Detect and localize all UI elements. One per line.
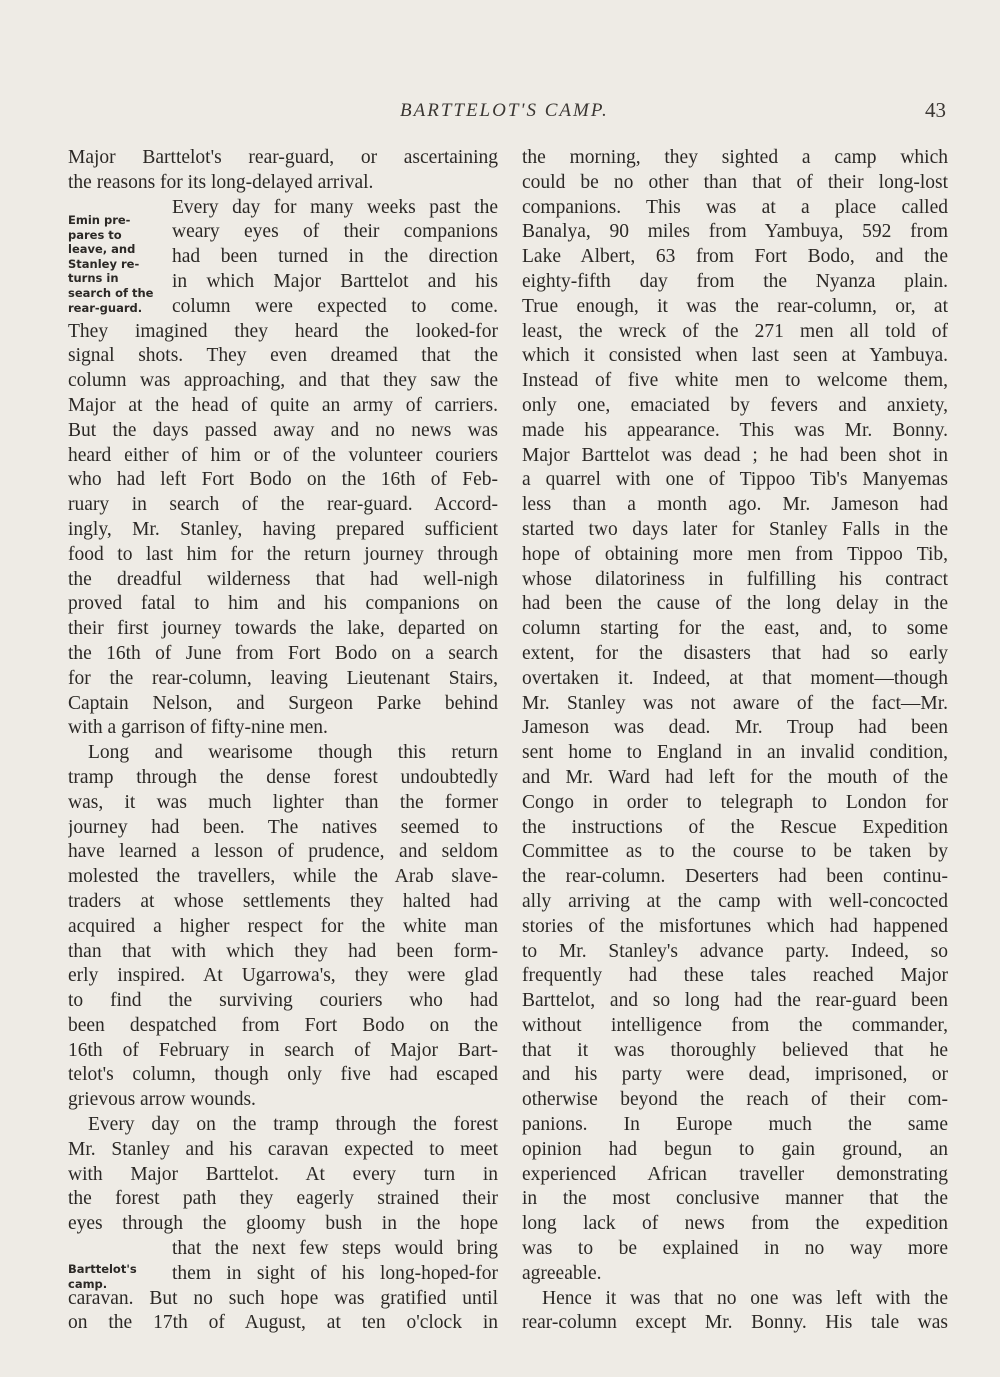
text-line: the instructions of the Rescue Expedition	[522, 816, 948, 838]
text-line: ally arriving at the camp with well-concocted	[522, 890, 948, 912]
text-line: than that with which they had been form-	[68, 940, 498, 962]
text-line: molested the travellers, while the Arab slave-	[68, 866, 498, 888]
text-line: 16th of February in search of Major Bart-	[68, 1039, 498, 1061]
text-line: Lake Albert, 63 from Fort Bodo, and the	[522, 246, 948, 268]
text-line: heard either of him or of the volunteer couriers	[68, 444, 498, 466]
text-line: had been turned in the direction	[172, 246, 498, 268]
text-line: without intelligence from the commander,	[522, 1014, 948, 1036]
text-line: them in sight of his long-hoped-for	[172, 1262, 498, 1284]
text-line: overtaken it. Indeed, at that moment—though	[522, 667, 948, 689]
text-line: food to last him for the return journey through	[68, 543, 498, 565]
text-line: was to be explained in no way more	[522, 1238, 948, 1260]
text-line: True enough, it was the rear-column, or, at	[522, 295, 948, 317]
text-line: signal shots. They even dreamed that the	[68, 345, 498, 367]
text-line: opinion had begun to gain ground, an	[522, 1138, 948, 1160]
text-line: Every day on the tramp through the forest	[88, 1114, 498, 1136]
text-line: telot's column, though only five had escaped	[68, 1064, 498, 1086]
text-line: that it was thoroughly believed that he	[522, 1039, 948, 1061]
text-line: that the next few steps would bring	[172, 1238, 498, 1260]
text-line: ruary in search of the rear-guard. Accord-	[68, 494, 498, 516]
text-line: for the rear-column, leaving Lieutenant Stairs,	[68, 667, 498, 689]
text-line: eighty-fifth day from the Nyanza plain.	[522, 270, 948, 292]
text-line: eyes through the gloomy bush in the hope	[68, 1213, 498, 1235]
text-line: a quarrel with one of Tippoo Tib's Manyemas	[522, 469, 948, 491]
text-line: Barttelot, and so long had the rear-guard been	[522, 990, 948, 1012]
text-line: Jameson was dead. Mr. Troup had been	[522, 717, 948, 739]
text-line: otherwise beyond the reach of their com-	[522, 1089, 948, 1111]
text-line: made his appearance. This was Mr. Bonny.	[522, 419, 948, 441]
text-line: rear-column except Mr. Bonny. His tale was	[522, 1312, 948, 1334]
text-line: could be no other than that of their long-lost	[522, 171, 948, 193]
text-line: to Mr. Stanley's advance party. Indeed, so	[522, 940, 948, 962]
text-line: their first journey towards the lake, departed on	[68, 618, 498, 640]
sidenote-line: Stanley re-	[68, 256, 140, 271]
running-title: BARTTELOT'S CAMP.	[400, 100, 609, 121]
text-line: had been the cause of the long delay in the	[522, 593, 948, 615]
sidenote-line: camp.	[68, 1276, 108, 1291]
text-line: who had left Fort Bodo on the 16th of Feb-	[68, 469, 498, 491]
text-line: less than a month ago. Mr. Jameson had	[522, 494, 948, 516]
text-line: started two days later for Stanley Falls in the	[522, 518, 948, 540]
text-line: weary eyes of their companions	[172, 221, 498, 243]
text-line: which it consisted when last seen at Yambuya.	[522, 345, 948, 367]
text-line: long lack of news from the expedition	[522, 1213, 948, 1235]
text-line: Captain Nelson, and Surgeon Parke behind	[68, 692, 498, 714]
text-line: Hence it was that no one was left with the	[542, 1287, 948, 1309]
text-line: panions. In Europe much the same	[522, 1114, 948, 1136]
text-line: caravan. But no such hope was gratified until	[68, 1287, 498, 1309]
text-line: and Mr. Ward had left for the mouth of the	[522, 766, 948, 788]
text-line: Major Barttelot's rear-guard, or ascertaining	[68, 147, 498, 168]
text-line: and his party were dead, imprisoned, or	[522, 1064, 948, 1086]
text-line: column were expected to come.	[172, 295, 498, 317]
text-line: least, the wreck of the 271 men all told of	[522, 320, 948, 342]
sidenote-line: leave, and	[68, 242, 136, 257]
text-line: tramp through the dense forest undoubtedly	[68, 766, 498, 788]
text-line: the morning, they sighted a camp which	[522, 147, 948, 168]
text-line: have learned a lesson of prudence, and seldom	[68, 841, 498, 863]
text-line: proved fatal to him and his companions on	[68, 593, 498, 615]
text-line: agreeable.	[522, 1262, 602, 1284]
text-line: companions. This was at a place called	[522, 196, 948, 218]
text-line: the forest path they eagerly strained their	[68, 1188, 498, 1210]
text-line: been despatched from Fort Bodo on the	[68, 1014, 498, 1036]
text-line: sent home to England in an invalid condition,	[522, 742, 948, 764]
text-line: They imagined they heard the looked-for	[68, 320, 498, 342]
text-line: whose dilatoriness in fulfilling his contract	[522, 568, 948, 590]
text-line: Major at the head of quite an army of carriers.	[68, 394, 498, 416]
text-line: extent, for the disasters that had so early	[522, 642, 948, 664]
text-line: grievous arrow wounds.	[68, 1089, 256, 1111]
text-line: column was approaching, and that they saw the	[68, 370, 498, 392]
right-column	[522, 146, 948, 1336]
text-line: traders at whose settlements they halted had	[68, 890, 498, 912]
text-line: Mr. Stanley and his caravan expected to meet	[68, 1138, 498, 1160]
text-line: Every day for many weeks past the	[172, 196, 498, 218]
page-number: 43	[925, 98, 946, 122]
sidenote-line: turns in	[68, 271, 119, 286]
text-line: experienced African traveller demonstrating	[522, 1163, 948, 1185]
text-line: journey had been. The natives seemed to	[68, 816, 498, 838]
text-line: Mr. Stanley was not aware of the fact—Mr.	[522, 692, 948, 714]
text-line: ingly, Mr. Stanley, having prepared sufficient	[68, 518, 498, 540]
left-column	[68, 146, 498, 1336]
text-line: the rear-column. Deserters had been continu-	[522, 866, 948, 888]
text-line: stories of the misfortunes which had happened	[522, 915, 948, 937]
text-line: was, it was much lighter than the former	[68, 791, 498, 813]
text-line: column starting for the east, and, to some	[522, 618, 948, 640]
text-line: in which Major Barttelot and his	[172, 270, 498, 292]
text-line: frequently had these tales reached Major	[522, 965, 948, 987]
sidenote-line: Emin pre-	[68, 213, 131, 227]
text-line: Banalya, 90 miles from Yambuya, 592 from	[522, 221, 948, 243]
text-line: only one, emaciated by fevers and anxiety,	[522, 394, 948, 416]
text-line: the 16th of June from Fort Bodo on a search	[68, 642, 498, 664]
text-line: on the 17th of August, at ten o'clock in	[68, 1312, 498, 1334]
sidenote-line: Barttelot's	[68, 1262, 137, 1276]
text-line: the reasons for its long-delayed arrival.	[68, 171, 374, 193]
text-line: erly inspired. At Ugarrowa's, they were glad	[68, 965, 498, 987]
text-line: Major Barttelot was dead ; he had been shot in	[522, 444, 948, 466]
text-line: Long and wearisome though this return	[88, 742, 498, 764]
text-line: in the most conclusive manner that the	[522, 1188, 948, 1210]
text-line: hope of obtaining more men from Tippoo Tib,	[522, 543, 948, 565]
text-line: with Major Barttelot. At every turn in	[68, 1163, 498, 1185]
text-line: acquired a higher respect for the white man	[68, 915, 498, 937]
text-line: Instead of five white men to welcome them,	[522, 370, 948, 392]
text-line: Committee as to the course to be taken by	[522, 841, 948, 863]
text-line: the dreadful wilderness that had well-nigh	[68, 568, 498, 590]
text-line: with a garrison of fifty-nine men.	[68, 717, 328, 739]
sidenote-line: rear-guard.	[68, 300, 143, 315]
text-line: But the days passed away and no news was	[68, 419, 498, 441]
sidenote-line: pares to	[68, 227, 122, 242]
text-line: Congo in order to telegraph to London for	[522, 791, 948, 813]
sidenote-line: search of the	[68, 285, 154, 300]
text-line: to find the surviving couriers who had	[68, 990, 498, 1012]
